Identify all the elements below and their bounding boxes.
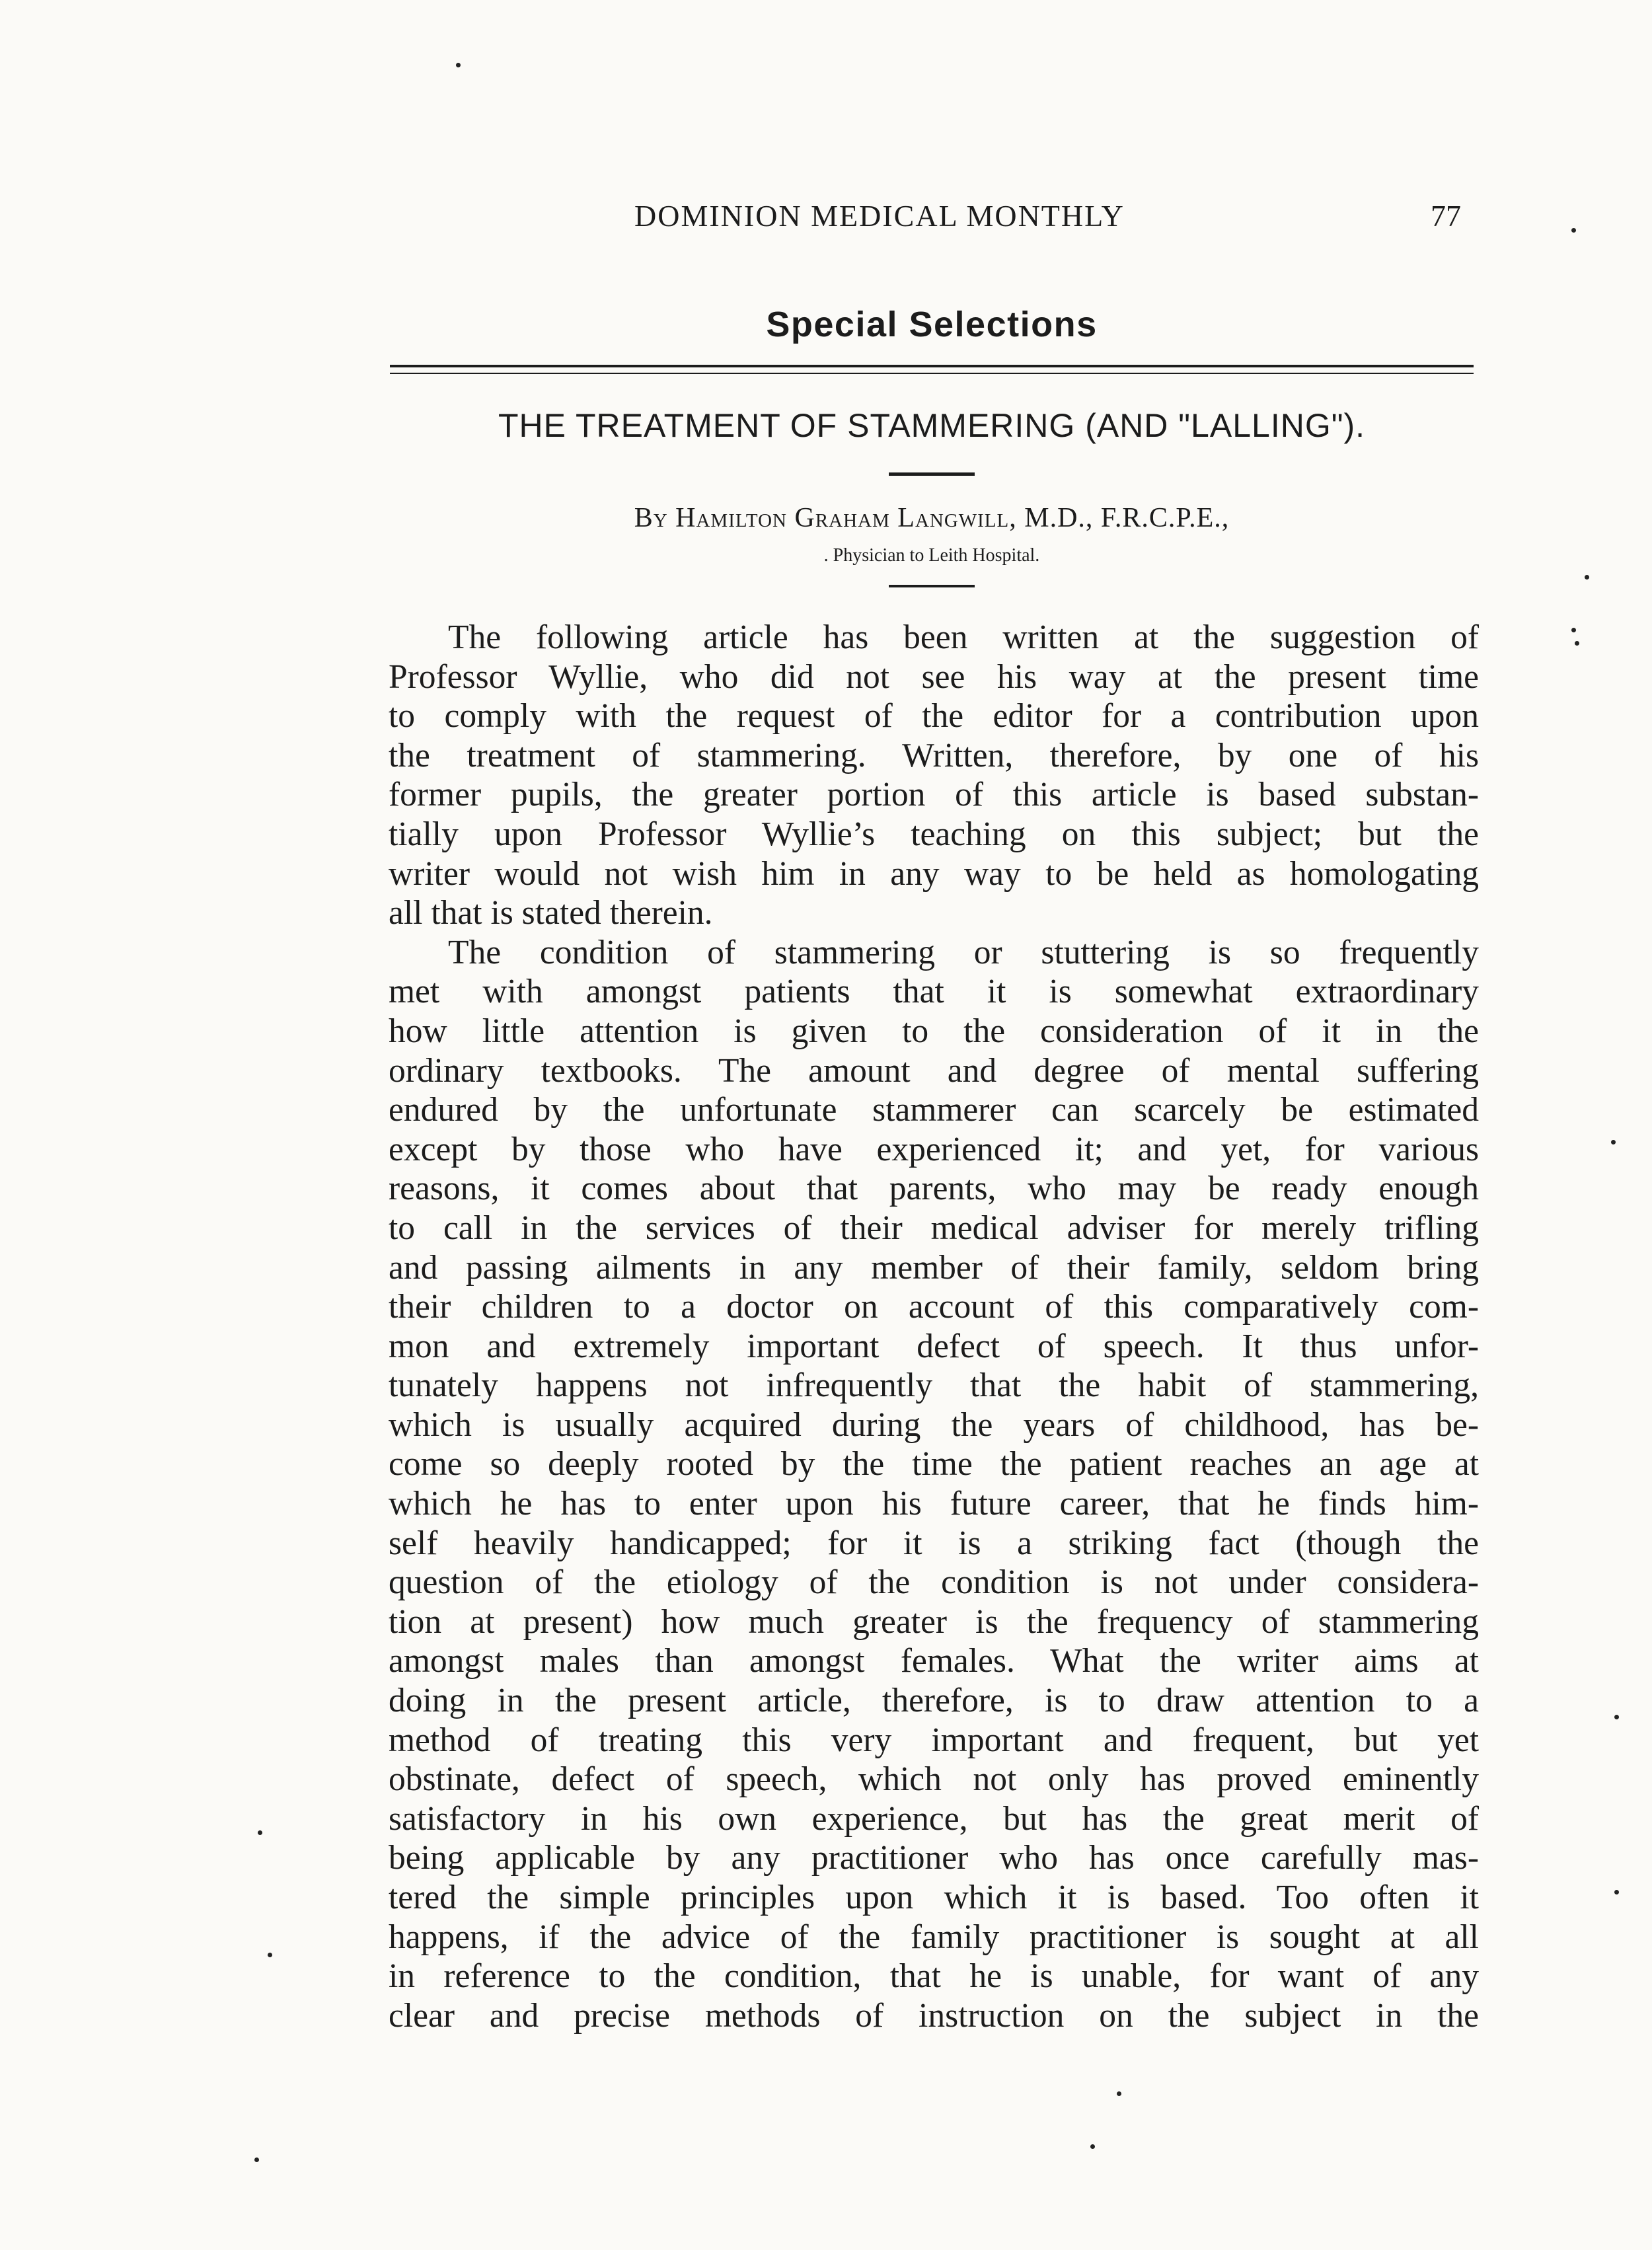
body-line: met with amongst patients that it is somewhat extraordinary	[389, 973, 1479, 1011]
body-line: in reference to the condition, that he is unable, for want of any	[389, 1957, 1479, 1996]
scan-speck	[1090, 2144, 1095, 2149]
running-head: DOMINION MEDICAL MONTHLY	[634, 199, 1125, 233]
body-line: The condition of stammering or stuttering is so frequently	[448, 933, 1479, 971]
article-title: THE TREATMENT OF STAMMERING (AND "LALLING").	[498, 407, 1366, 444]
body-line: self heavily handicapped; for it is a striking fact (though the	[389, 1524, 1479, 1562]
scan-speck	[254, 2157, 259, 2162]
scan-speck	[1571, 628, 1576, 632]
scan-speck	[1611, 1140, 1616, 1144]
body-line: doing in the present article, therefore, is to draw attention to a	[389, 1682, 1479, 1720]
body-line: which he has to enter upon his future career, that he finds him-	[389, 1485, 1479, 1523]
body-line: method of treating this very important and frequent, but yet	[389, 1721, 1479, 1759]
body-line: amongst males than amongst females. What the writer aims at	[389, 1642, 1479, 1680]
body-line: tion at present) how much greater is the frequency of stammering	[389, 1602, 1479, 1641]
scan-speck	[1117, 2091, 1121, 2096]
body-line: tially upon Professor Wyllie’s teaching on this subject; but the	[389, 815, 1479, 853]
byline-divider	[889, 585, 975, 587]
scan-speck	[1575, 641, 1579, 646]
body-line: which is usually acquired during the years of childhood, has be-	[389, 1406, 1479, 1444]
scan-speck	[456, 63, 461, 67]
body-line: satisfactory in his own experience, but has the great merit of	[389, 1799, 1479, 1838]
section-rule-thick	[390, 365, 1474, 367]
body-line: being applicable by any practitioner who has once carefully mas-	[389, 1839, 1479, 1877]
author-affiliation: . Physician to Leith Hospital.	[823, 545, 1040, 566]
author-byline: By Hamilton Graham Langwill, M.D., F.R.C.P.E.,	[634, 503, 1230, 533]
body-line: and passing ailments in any member of their family, seldom bring	[389, 1248, 1479, 1287]
scan-speck	[1585, 575, 1589, 580]
scan-speck	[268, 1953, 272, 1957]
scan-speck	[1614, 1715, 1619, 1719]
title-divider	[889, 472, 975, 476]
body-line: writer would not wish him in any way to be held as homologating	[389, 854, 1479, 893]
body-line: happens, if the advice of the family practitioner is sought at all	[389, 1918, 1479, 1956]
scan-speck	[258, 1830, 262, 1835]
body-line: mon and extremely important defect of speech. It thus unfor-	[389, 1327, 1479, 1365]
article-body	[389, 618, 1479, 2035]
body-line: the treatment of stammering. Written, therefore, by one of his	[389, 736, 1479, 774]
body-line: tered the simple principles upon which it is based. Too often it	[389, 1879, 1479, 1916]
body-line: The following article has been written at the suggestion of	[448, 619, 1479, 656]
body-line: clear and precise methods of instruction on the subject in the	[389, 1996, 1479, 2035]
body-line: ordinary textbooks. The amount and degree of mental suffering	[389, 1051, 1479, 1090]
section-rule-thin	[390, 373, 1474, 374]
body-line: all that is stated therein.	[389, 894, 713, 932]
body-line: question of the etiology of the condition is not under considera-	[389, 1563, 1479, 1602]
page-number: 77	[1431, 199, 1461, 233]
body-line: obstinate, defect of speech, which not only has proved eminently	[389, 1760, 1479, 1799]
body-line: how little attention is given to the consideration of it in the	[389, 1012, 1479, 1050]
section-heading: Special Selections	[766, 305, 1098, 344]
body-line: come so deeply rooted by the time the patient reaches an age at	[389, 1445, 1479, 1483]
scan-speck	[1571, 228, 1576, 233]
body-line: to comply with the request of the editor for a contribution upon	[389, 697, 1479, 735]
body-line: except by those who have experienced it; and yet, for various	[389, 1130, 1479, 1168]
body-line: reasons, it comes about that parents, who may be ready enough	[389, 1170, 1479, 1208]
body-line: endured by the unfortunate stammerer can scarcely be estimated	[389, 1091, 1479, 1129]
body-line: their children to a doctor on account of this comparatively com-	[389, 1288, 1479, 1326]
body-line: to call in the services of their medical adviser for merely trifling	[389, 1209, 1479, 1247]
body-line: tunately happens not infrequently that the habit of stammering,	[389, 1367, 1479, 1405]
scan-speck	[1614, 1890, 1619, 1894]
body-line: Professor Wyllie, who did not see his way at the present time	[389, 657, 1479, 696]
body-line: former pupils, the greater portion of this article is based substan-	[389, 776, 1479, 814]
